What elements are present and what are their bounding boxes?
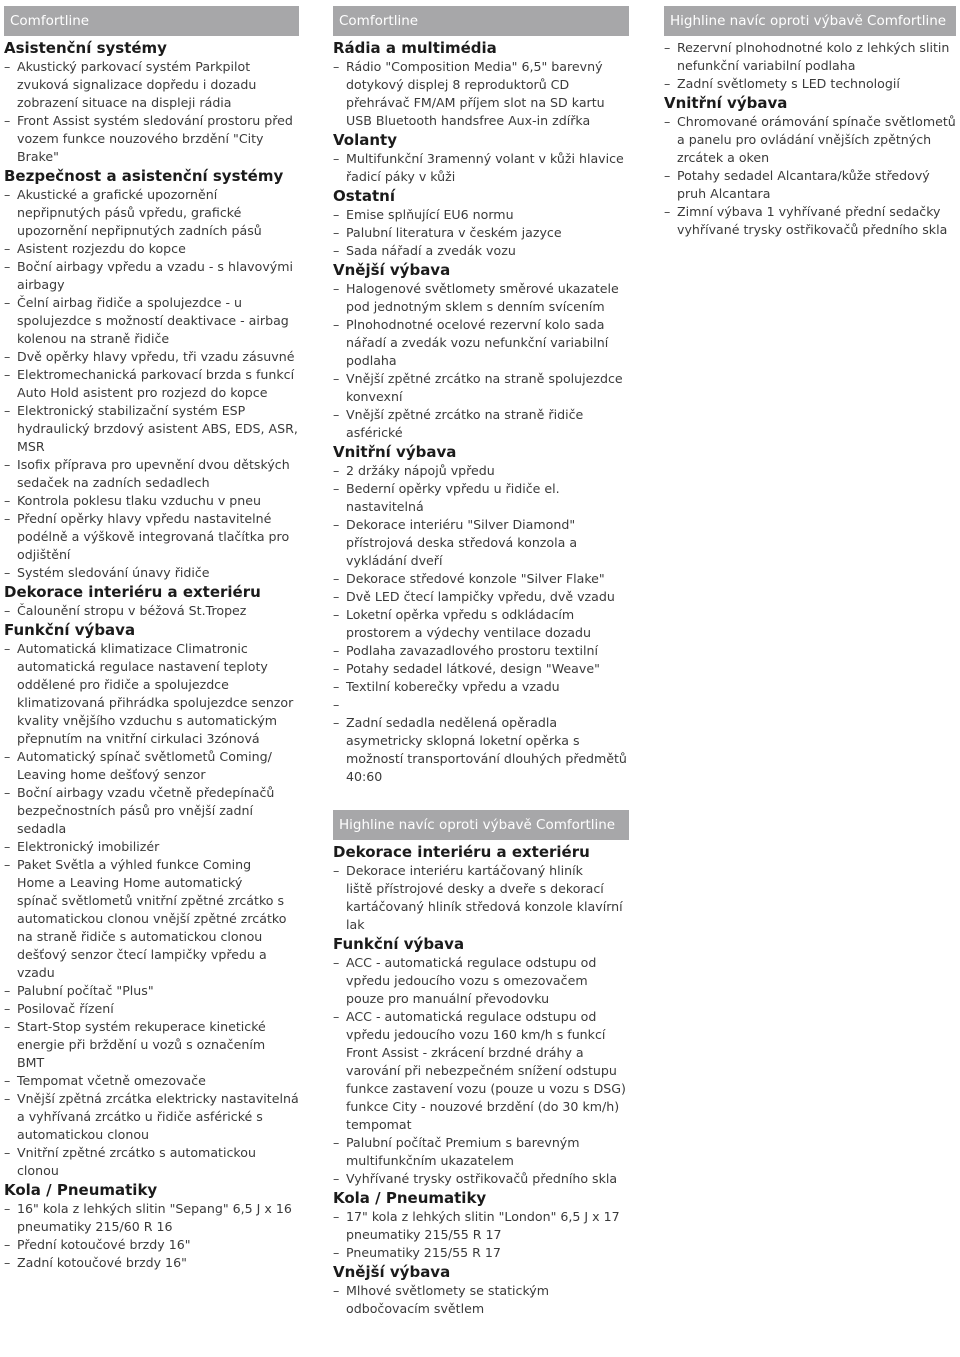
- column-header-highline: Highline navíc oproti výbavě Comfortline: [333, 810, 629, 840]
- feature-item: [4, 366, 299, 402]
- column-1: [4, 6, 299, 1272]
- feature-text: Loketní opěrka vpředu s odkládacím prostorem a výdechy ventilace dozadu: [346, 607, 591, 640]
- feature-item: [664, 113, 956, 167]
- feature-text: Kontrola poklesu tlaku vzduchu v pneu: [17, 493, 262, 508]
- section-title: Funkční výbava: [333, 935, 465, 953]
- section-title: Volanty: [333, 131, 397, 149]
- feature-text: Isofix příprava pro upevnění dvou dětských sedaček na zadních sedadlech: [17, 457, 290, 490]
- feature-item: [333, 678, 629, 696]
- section-title: Bezpečnost a asistenční systémy: [4, 167, 284, 185]
- feature-text: Palubní počítač Premium s barevným multifunkčním ukazatelem: [346, 1135, 580, 1168]
- feature-text: Přední opěrky hlavy vpředu nastavitelné podélně a výškově integrovaná tlačítka pro odjištění: [17, 511, 290, 562]
- feature-item: [333, 714, 629, 786]
- sections-highline: [333, 843, 629, 1318]
- column-2: [333, 6, 629, 1318]
- feature-item: [333, 1282, 629, 1318]
- feature-text: Dvě opěrky hlavy vpředu, tři vzadu zásuvné: [17, 349, 295, 364]
- feature-text: Čelní airbag řidiče a spolujezdce - u spolujezdce s možností deaktivace - airbag kolenou na straně řidiče: [17, 295, 289, 346]
- feature-item: [664, 203, 956, 239]
- feature-text: Automatický spínač světlometů Coming/ Leaving home dešťový senzor: [17, 749, 272, 782]
- section-title: Dekorace interiéru a exteriéru: [333, 843, 590, 861]
- feature-item: [4, 1018, 299, 1072]
- feature-item: [4, 348, 299, 366]
- feature-list: [333, 462, 629, 786]
- section-title: Vnější výbava: [333, 261, 451, 279]
- feature-text: Pneumatiky 215/55 R 17: [346, 1245, 501, 1260]
- feature-item: [333, 462, 629, 480]
- feature-list: [664, 113, 956, 239]
- feature-text: Zadní kotoučové brzdy 16": [17, 1255, 187, 1270]
- section-title: Kola / Pneumatiky: [4, 1181, 158, 1199]
- feature-item: [4, 402, 299, 456]
- feature-item: [4, 258, 299, 294]
- feature-item: [4, 1254, 299, 1272]
- feature-text: 16" kola z lehkých slitin "Sepang" 6,5 J x 16 pneumatiky 215/60 R 16: [17, 1201, 292, 1234]
- feature-text: 17" kola z lehkých slitin "London" 6,5 J x 17 pneumatiky 215/55 R 17: [346, 1209, 620, 1242]
- feature-item: [4, 1000, 299, 1018]
- feature-item: [4, 510, 299, 564]
- feature-text: Start-Stop systém rekuperace kinetické energie při brždění u vozů s označením BMT: [17, 1019, 266, 1070]
- section-title: Kola / Pneumatiky: [333, 1189, 487, 1207]
- feature-text: Dekorace středové konzole "Silver Flake": [346, 571, 605, 586]
- column-3: [664, 6, 956, 239]
- feature-text: Vyhřívané trysky ostřikovačů předního skla: [346, 1171, 618, 1186]
- feature-text: Posilovač řízení: [17, 1001, 114, 1016]
- feature-text: Asistent rozjezdu do kopce: [17, 241, 186, 256]
- feature-item: [333, 1244, 629, 1262]
- section-title: Asistenční systémy: [4, 39, 167, 57]
- feature-text: Akustický parkovací systém Parkpilot zvuková signalizace dopředu i dozadu zobrazení situace na displeji rádia: [17, 59, 257, 110]
- feature-text: Tempomat včetně omezovače: [17, 1073, 206, 1088]
- feature-item: [4, 748, 299, 784]
- feature-item: [333, 406, 629, 442]
- feature-text: Palubní počítač "Plus": [17, 983, 154, 998]
- feature-item: [333, 954, 629, 1008]
- feature-item: [333, 1008, 629, 1134]
- feature-item: [4, 240, 299, 258]
- feature-item: [4, 982, 299, 1000]
- column-header: Comfortline: [4, 6, 299, 36]
- section-title: Rádia a multimédia: [333, 39, 497, 57]
- feature-text: Front Assist systém sledování prostoru před vozem funkce nouzového brzdění "City Brake": [17, 113, 293, 164]
- sections: [4, 39, 299, 1272]
- feature-list: [664, 39, 956, 93]
- feature-text: ACC - automatická regulace odstupu od vpředu jedoucího vozu 160 km/h s funkcí Front Assist - zkrácení brzdné dráhy a varování při nebezpečném snížení odstupu funkce zastavení vozu (pouze u vozu s DSG) funkce City - nouzové brzdění (do 30 km/h) tempomat: [346, 1009, 626, 1132]
- feature-text: Automatická klimatizace Climatronic automatická regulace nastavení teploty oddělené pro řidiče a spolujezdce klimatizovaná přihrádka spolujezdce senzor kvality vnějšího vzduchu s automatickým přepnutím na vnitřní cirkulaci 3zónová: [17, 641, 294, 746]
- feature-list: [4, 186, 299, 582]
- feature-item: [333, 516, 629, 570]
- feature-item: [4, 1090, 299, 1144]
- feature-text: Emise splňující EU6 normu: [346, 207, 514, 222]
- feature-text: Sada nářadí a zvedák vozu: [346, 243, 516, 258]
- feature-list: [4, 640, 299, 1180]
- feature-item: [333, 570, 629, 588]
- feature-item: [4, 1072, 299, 1090]
- feature-list: [333, 150, 629, 186]
- feature-text: Vnější zpětné zrcátko na straně spolujezdce konvexní: [346, 371, 623, 404]
- feature-item: [333, 242, 629, 260]
- feature-list: [333, 206, 629, 260]
- feature-item: [4, 294, 299, 348]
- feature-item: [4, 640, 299, 748]
- section-title: Funkční výbava: [4, 621, 136, 639]
- feature-text: Akustické a grafické upozornění nepřipnutých pásů vpředu, grafické upozornění nepřipnutých zadních pásů: [17, 187, 262, 238]
- feature-item: [333, 588, 629, 606]
- feature-text: Rezervní plnohodnotné kolo z lehkých slitin nefunkční variabilní podlaha: [677, 40, 950, 73]
- feature-item: [333, 696, 629, 714]
- feature-list: [333, 1282, 629, 1318]
- sections: [664, 39, 956, 239]
- feature-text: ACC - automatická regulace odstupu od vpředu jedoucího vozu s omezovačem pouze pro manuální převodovku: [346, 955, 597, 1006]
- feature-text: Chromované orámování spínače světlometů a panelu pro ovládání vnějších zpětných zrcátek a oken: [677, 114, 956, 165]
- feature-item: [664, 39, 956, 75]
- feature-item: [4, 1144, 299, 1180]
- feature-list: [333, 862, 629, 934]
- feature-item: [333, 150, 629, 186]
- feature-text: 2 držáky nápojů vpředu: [346, 463, 495, 478]
- feature-text: Potahy sedadel látkové, design "Weave": [346, 661, 600, 676]
- feature-text: Čalounění stropu v béžová St.Tropez: [17, 603, 247, 618]
- feature-text: Potahy sedadel Alcantara/kůže středový pruh Alcantara: [677, 168, 930, 201]
- feature-item: [4, 602, 299, 620]
- feature-item: [4, 58, 299, 112]
- feature-item: [333, 316, 629, 370]
- feature-text: Elektronický imobilizér: [17, 839, 160, 854]
- feature-text: Elektromechanická parkovací brzda s funkcí Auto Hold asistent pro rozjezd do kopce: [17, 367, 295, 400]
- feature-text: Multifunkční 3ramenný volant v kůži hlavice řadicí páky v kůži: [346, 151, 624, 184]
- section-title: Vnější výbava: [333, 1263, 451, 1281]
- feature-text: Paket Světla a výhled funkce Coming Home a Leaving Home automatický spínač světlometů vnitřní zpětné zrcátko s automatickou clonou vnější zpětné zrcátko na straně řidiče s automatickou clonou dešťový senzor čtecí lampičky vpředu a vzadu: [17, 857, 287, 980]
- feature-list: [333, 954, 629, 1188]
- feature-list: [4, 1200, 299, 1272]
- feature-item: [333, 606, 629, 642]
- feature-item: [4, 564, 299, 582]
- feature-item: [333, 58, 629, 130]
- feature-text: Zadní sedadla nedělená opěradla asymetricky sklopná loketní opěrka s možností transportování dlouhých předmětů 40:60: [346, 715, 627, 784]
- feature-text: Vnější zpětné zrcátko na straně řidiče asférické: [346, 407, 584, 440]
- feature-text: Dekorace interiéru kartáčovaný hliník liště přístrojové desky a dveře s dekorací kartáčovaný hliník středová konzole klavírní lak: [346, 863, 623, 932]
- feature-text: Textilní koberečky vpředu a vzadu: [346, 679, 560, 694]
- feature-text: Halogenové světlomety směrové ukazatele pod jednotným sklem s denním svícením: [346, 281, 619, 314]
- feature-item: [664, 75, 956, 93]
- section-title: Vnitřní výbava: [333, 443, 457, 461]
- feature-text: Bederní opěrky vpředu u řidiče el. nastavitelná: [346, 481, 560, 514]
- feature-item: [333, 480, 629, 516]
- feature-item: [664, 167, 956, 203]
- feature-text: Elektronický stabilizační systém ESP hydraulický brzdový asistent ABS, EDS, ASR, MSR: [17, 403, 298, 454]
- feature-item: [333, 206, 629, 224]
- section-title: Vnitřní výbava: [664, 94, 788, 112]
- feature-text: Přední kotoučové brzdy 16": [17, 1237, 191, 1252]
- feature-item: [333, 1170, 629, 1188]
- feature-list: [4, 58, 299, 166]
- feature-list: [333, 58, 629, 130]
- column-header: Comfortline: [333, 6, 629, 36]
- feature-text: Podlaha zavazadlového prostoru textilní: [346, 643, 598, 658]
- feature-item: [333, 370, 629, 406]
- sections: [333, 39, 629, 786]
- feature-item: [333, 224, 629, 242]
- feature-item: [4, 456, 299, 492]
- feature-item: [4, 784, 299, 838]
- feature-list: [333, 1208, 629, 1262]
- feature-item: [333, 1208, 629, 1244]
- feature-text: Vnější zpětná zrcátka elektricky nastavitelná a vyhřívaná zrcátko u řidiče asférické s automatickou clonou: [17, 1091, 299, 1142]
- feature-text: Mlhové světlomety se statickým odbočovacím světlem: [346, 1283, 550, 1316]
- feature-text: Zimní výbava 1 vyhřívané přední sedačky vyhřívané trysky ostřikovačů předního skla: [677, 204, 948, 237]
- feature-item: [333, 642, 629, 660]
- feature-item: [4, 1200, 299, 1236]
- feature-text: Vnitřní zpětné zrcátko s automatickou clonou: [17, 1145, 256, 1178]
- feature-item: [333, 1134, 629, 1170]
- feature-text: Dvě LED čtecí lampičky vpředu, dvě vzadu: [346, 589, 615, 604]
- feature-item: [4, 1236, 299, 1254]
- feature-list: [4, 602, 299, 620]
- feature-text: Rádio "Composition Media" 6,5" barevný dotykový displej 8 reproduktorů CD přehrávač FM/AM příjem slot na SD kartu USB Bluetooth handsfree Aux-in zdířka: [346, 59, 605, 128]
- feature-item: [333, 280, 629, 316]
- feature-text: Boční airbagy vpředu a vzadu - s hlavovými airbagy: [17, 259, 294, 292]
- feature-item: [4, 186, 299, 240]
- column-header: Highline navíc oproti výbavě Comfortline: [664, 6, 956, 36]
- feature-text: Boční airbagy vzadu včetně předepínačů bezpečnostních pásů pro vnější zadní sedadla: [17, 785, 275, 836]
- feature-item: [333, 660, 629, 678]
- feature-text: Dekorace interiéru "Silver Diamond" přístrojová deska středová konzola a vykládání dveří: [346, 517, 578, 568]
- section-title: Ostatní: [333, 187, 395, 205]
- feature-text: Plnohodnotné ocelové rezervní kolo sada nářadí a zvedák vozu nefunkční variabilní podlaha: [346, 317, 609, 368]
- feature-item: [4, 492, 299, 510]
- feature-item: [4, 112, 299, 166]
- feature-item: [4, 838, 299, 856]
- feature-text: Zadní světlomety s LED technologií: [677, 76, 900, 91]
- feature-item: [4, 856, 299, 982]
- feature-text: Palubní literatura v českém jazyce: [346, 225, 562, 240]
- feature-text: Systém sledování únavy řidiče: [17, 565, 210, 580]
- section-title: Dekorace interiéru a exteriéru: [4, 583, 261, 601]
- feature-item: [333, 862, 629, 934]
- feature-list: [333, 280, 629, 442]
